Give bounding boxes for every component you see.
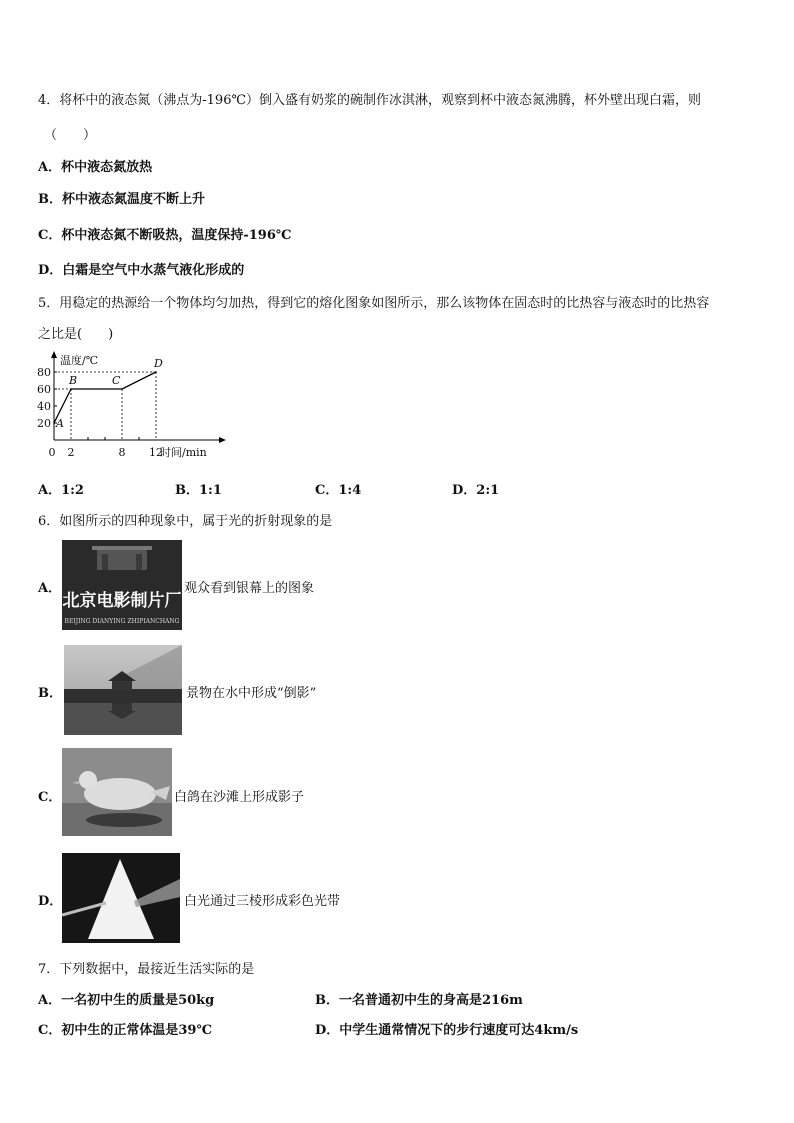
q5-option-d: D．2:1 [452, 483, 500, 498]
y-tick-label: 80 [37, 366, 51, 379]
x-tick-label: 0 [48, 446, 56, 459]
q7-option-a: A．一名初中生的质量是50kg [38, 993, 215, 1008]
data-point [53, 422, 55, 424]
q4-option-c: C．杯中液态氮不断吸热，温度保持-196℃ [38, 228, 292, 243]
y-tick-label: 20 [37, 417, 51, 430]
q7-stem: 7．下列数据中，最接近生活实际的是 [38, 962, 255, 977]
q4-option-d: D．白霜是空气中水蒸气液化形成的 [38, 263, 245, 278]
q7-option-d: D．中学生通常情况下的步行速度可达4km/s [315, 1023, 579, 1038]
point-label: D [154, 357, 163, 370]
y-tick-label: 40 [37, 400, 51, 413]
x-axis-label: 时间/min [160, 446, 207, 459]
q6-option-a-letter: A． [38, 581, 62, 596]
film-studio-logo-text: 北京电影制片厂 [62, 591, 182, 611]
point-label: A [56, 417, 64, 430]
q5-option-c: C．1:4 [315, 483, 362, 498]
data-point [155, 371, 157, 373]
q6-option-c-text: 白鸽在沙滩上形成影子 [174, 790, 305, 805]
q7-option-b: B．一名普通初中生的身高是216m [315, 993, 523, 1008]
q6-option-a-text: 观众看到银幕上的图象 [184, 581, 315, 596]
x-tick-label: 2 [67, 446, 75, 459]
q4-option-b: B．杯中液态氮温度不断上升 [38, 192, 205, 207]
point-label: C [112, 374, 121, 387]
q6-option-b-letter: B． [38, 686, 62, 701]
q5-option-b: B．1:1 [175, 483, 222, 498]
x-tick-label: 12 [149, 446, 163, 459]
film-studio-logo-subtext: BEIJING DIANYING ZHIPIANCHANG [64, 618, 180, 625]
q5-stem-line2: 之比是( ) [38, 327, 114, 342]
q6-option-d-letter: D． [38, 894, 63, 909]
q6-option-c-letter: C． [38, 790, 62, 805]
data-point [70, 388, 72, 390]
q4-answer-paren: （ ） [44, 128, 97, 143]
y-axis-label: 温度/℃ [60, 354, 99, 367]
data-point [121, 388, 123, 390]
q4-stem: 4．将杯中的液态氮（沸点为-196℃）倒入盛有奶浆的碗制作冰淇淋，观察到杯中液态氮沸腾，杯外壁出现白霜，则 [38, 93, 702, 108]
q5-stem-line1: 5．用稳定的热源给一个物体均匀加热，得到它的熔化图象如图所示，那么该物体在固态时的比热容与液态时的比热容 [38, 296, 710, 311]
x-axis-arrow [219, 437, 226, 443]
y-axis-arrow [51, 351, 57, 358]
y-tick-label: 60 [37, 383, 51, 396]
q5-option-a: A．1:2 [38, 483, 84, 498]
point-label: B [69, 374, 78, 387]
q7-option-c: C．初中生的正常体温是39℃ [38, 1023, 213, 1038]
q6-stem: 6．如图所示的四种现象中，属于光的折射现象的是 [38, 514, 333, 529]
x-tick-label: 8 [118, 446, 126, 459]
prism-image [62, 853, 180, 943]
q6-option-d-text: 白光通过三棱形成彩色光带 [184, 894, 341, 909]
film-studio-image [62, 540, 182, 630]
q6-option-b-text: 景物在水中形成“倒影” [186, 686, 317, 701]
melting-chart [34, 348, 234, 466]
q4-option-a: A．杯中液态氮放热 [38, 160, 153, 175]
pigeon-shadow-image [62, 748, 172, 836]
reflection-image [64, 645, 182, 735]
